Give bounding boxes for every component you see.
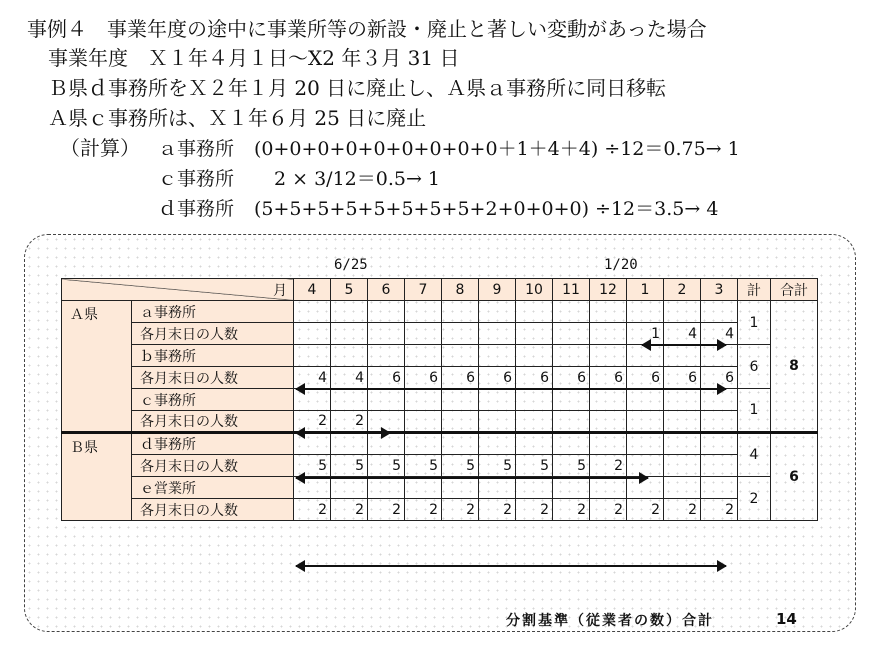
division-basis-label: 分割基準（従業者の数）合計 xyxy=(506,613,714,629)
month-header-label: 月 xyxy=(273,282,287,299)
table-row xyxy=(62,499,818,521)
prefecture-a-label: Ａ県 xyxy=(62,301,132,433)
table-row xyxy=(62,323,818,345)
calc-label: （計算） xyxy=(60,136,140,160)
count-cell: 6 xyxy=(590,367,627,389)
count-cell: 5 xyxy=(516,455,553,477)
office-a-total: 1 xyxy=(738,301,771,345)
table-row xyxy=(62,477,818,499)
count-cell xyxy=(701,455,738,477)
count-cell: 2 xyxy=(331,411,368,433)
month-header: 10 xyxy=(516,279,553,301)
count-label: 各月末日の人数 xyxy=(132,411,294,433)
count-cell: 5 xyxy=(442,455,479,477)
count-cell xyxy=(553,323,590,345)
subtotal-header: 計 xyxy=(738,279,771,301)
count-cell: 2 xyxy=(516,499,553,521)
count-label: 各月末日の人数 xyxy=(132,323,294,345)
calc-office-d: ｄ事務所 xyxy=(158,198,235,220)
count-cell: 6 xyxy=(664,367,701,389)
table-row xyxy=(62,433,818,455)
count-cell xyxy=(368,323,405,345)
office-c-total: 1 xyxy=(738,389,771,433)
count-cell: 5 xyxy=(405,455,442,477)
period-arrow-b xyxy=(296,388,726,390)
table-row xyxy=(62,389,818,411)
month-header-cell xyxy=(62,279,294,301)
header-row xyxy=(62,279,818,301)
prefecture-b-label: Ｂ県 xyxy=(62,433,132,521)
count-cell: 2 xyxy=(590,455,627,477)
count-cell xyxy=(701,411,738,433)
count-cell: 4 xyxy=(664,323,701,345)
count-cell: 5 xyxy=(331,455,368,477)
division-basis-total: 14 xyxy=(776,610,797,628)
month-header: 11 xyxy=(553,279,590,301)
count-cell: 5 xyxy=(294,455,331,477)
count-cell xyxy=(664,455,701,477)
count-cell xyxy=(590,411,627,433)
employee-table xyxy=(61,278,818,521)
count-cell: 6 xyxy=(405,367,442,389)
table-row xyxy=(62,301,818,323)
table-row xyxy=(62,411,818,433)
count-cell xyxy=(405,411,442,433)
count-cell xyxy=(479,411,516,433)
closure-line-d: Ｂ県ｄ事務所をＸ２年１月 20 日に廃止し、Ａ県ａ事務所に同日移転 xyxy=(48,76,667,100)
grand-total-header: 合計 xyxy=(771,279,818,301)
office-c-name: ｃ事務所 xyxy=(132,389,294,411)
period-arrow-c xyxy=(296,432,390,434)
case-title: 事例４ 事業年度の途中に事業所等の新設・廃止と著しい変動があった場合 xyxy=(27,17,707,41)
calc-office-c: ｃ事務所 xyxy=(158,168,235,190)
office-d-total: 4 xyxy=(738,433,771,477)
count-cell xyxy=(627,411,664,433)
count-cell: 4 xyxy=(294,367,331,389)
count-cell: 1 xyxy=(627,323,664,345)
count-label: 各月末日の人数 xyxy=(132,455,294,477)
count-cell: 2 xyxy=(479,499,516,521)
count-cell xyxy=(479,323,516,345)
count-cell xyxy=(553,411,590,433)
period-arrow-e xyxy=(296,565,726,567)
calc-formula-c: 2 × 3/12＝0.5→ 1 xyxy=(274,168,441,190)
count-cell xyxy=(331,323,368,345)
period-arrow-a xyxy=(642,344,726,346)
count-cell xyxy=(590,323,627,345)
count-cell: 6 xyxy=(479,367,516,389)
count-cell: 2 xyxy=(590,499,627,521)
office-e-total: 2 xyxy=(738,477,771,521)
calc-office-a: ａ事務所 xyxy=(158,138,235,160)
month-header: 12 xyxy=(590,279,627,301)
count-label: 各月末日の人数 xyxy=(132,499,294,521)
count-cell: 6 xyxy=(553,367,590,389)
count-cell: 2 xyxy=(553,499,590,521)
count-cell xyxy=(294,323,331,345)
count-cell xyxy=(405,323,442,345)
count-cell: 5 xyxy=(479,455,516,477)
office-b-name: ｂ事務所 xyxy=(132,345,294,367)
count-cell: 2 xyxy=(664,499,701,521)
month-header: 7 xyxy=(405,279,442,301)
month-header: 6 xyxy=(368,279,405,301)
calc-formula-d: (5+5+5+5+5+5+5+5+2+0+0+0) ÷12＝3.5→ 4 xyxy=(254,198,719,220)
count-cell: 2 xyxy=(368,499,405,521)
prefecture-b-grand-total: 6 xyxy=(771,433,818,521)
office-e-name: ｅ営業所 xyxy=(132,477,294,499)
count-cell: 6 xyxy=(516,367,553,389)
closure-mark-c: 6/25 xyxy=(334,257,368,273)
count-label: 各月末日の人数 xyxy=(132,367,294,389)
fiscal-year-line: 事業年度 Ｘ１年４月１日～X2 年３月 31 日 xyxy=(48,46,460,70)
office-b-total: 6 xyxy=(738,345,771,389)
count-cell: 6 xyxy=(701,367,738,389)
table-row xyxy=(62,367,818,389)
count-cell: 2 xyxy=(627,499,664,521)
month-header: 1 xyxy=(627,279,664,301)
month-header: 5 xyxy=(331,279,368,301)
count-cell: 2 xyxy=(701,499,738,521)
month-header: 4 xyxy=(294,279,331,301)
office-d-name: ｄ事務所 xyxy=(132,433,294,455)
month-header: 3 xyxy=(701,279,738,301)
count-cell: 6 xyxy=(368,367,405,389)
month-header: 2 xyxy=(664,279,701,301)
table-row xyxy=(62,345,818,367)
count-cell: 6 xyxy=(442,367,479,389)
count-cell xyxy=(442,411,479,433)
count-cell xyxy=(442,323,479,345)
count-cell: 2 xyxy=(294,499,331,521)
count-cell: 2 xyxy=(294,411,331,433)
count-cell: 4 xyxy=(701,323,738,345)
closure-line-c: Ａ県ｃ事務所は、Ｘ１年６月 25 日に廃止 xyxy=(48,106,427,130)
month-header: 9 xyxy=(479,279,516,301)
closure-mark-d: 1/20 xyxy=(604,257,638,273)
count-cell xyxy=(516,323,553,345)
calc-formula-a: (0+0+0+0+0+0+0+0+0＋1＋4＋4) ÷12＝0.75→ 1 xyxy=(254,138,740,160)
count-cell: 5 xyxy=(368,455,405,477)
period-arrow-d xyxy=(296,477,648,479)
count-cell: 5 xyxy=(553,455,590,477)
count-cell: 6 xyxy=(627,367,664,389)
count-cell xyxy=(664,411,701,433)
prefecture-a-grand-total: 8 xyxy=(771,301,818,433)
count-cell: 2 xyxy=(442,499,479,521)
count-cell xyxy=(516,411,553,433)
count-cell: 2 xyxy=(331,499,368,521)
office-a-name: ａ事務所 xyxy=(132,301,294,323)
count-cell: 2 xyxy=(405,499,442,521)
month-header: 8 xyxy=(442,279,479,301)
table-row xyxy=(62,455,818,477)
count-cell: 4 xyxy=(331,367,368,389)
